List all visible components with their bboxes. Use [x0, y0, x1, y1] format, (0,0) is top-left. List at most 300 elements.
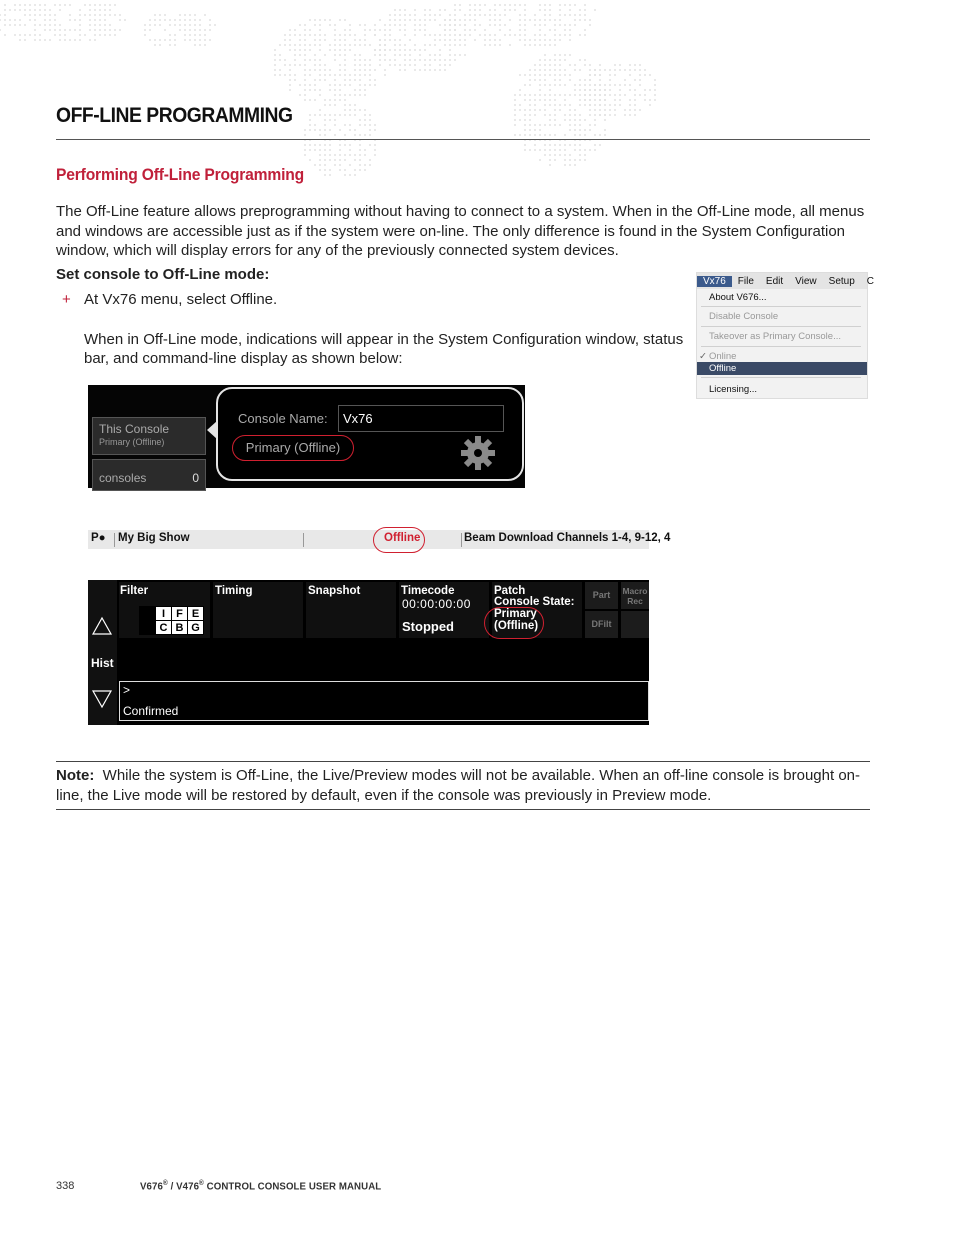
map-dot [614, 109, 616, 111]
map-dot [299, 24, 301, 26]
dfilt-button[interactable]: DFilt [585, 611, 618, 638]
map-dot [359, 79, 361, 81]
map-dot [359, 84, 361, 86]
map-dot [579, 159, 581, 161]
map-dot [99, 34, 101, 36]
map-dot [439, 9, 441, 11]
gear-icon[interactable] [460, 435, 496, 471]
map-dot [9, 19, 11, 21]
map-dot [39, 39, 41, 41]
map-dot [529, 129, 531, 131]
map-dot [529, 119, 531, 121]
map-dot [424, 19, 426, 21]
footer-title: V676® / V476® CONTROL CONSOLE USER MANUAL [140, 1180, 382, 1193]
map-dot [34, 24, 36, 26]
vx76-menu-screenshot [696, 272, 875, 399]
menu-separator [701, 377, 861, 378]
map-dot [554, 144, 556, 146]
map-dot [524, 14, 526, 16]
map-dot [369, 164, 371, 166]
menu-name: Vx76 [102, 291, 137, 308]
map-dot [519, 89, 521, 91]
map-dot [549, 19, 551, 21]
map-dot [364, 109, 366, 111]
divider [303, 533, 304, 547]
filter-cell[interactable]: I [156, 607, 172, 621]
map-dot [424, 49, 426, 51]
map-dot [559, 59, 561, 61]
map-dot [414, 69, 416, 71]
map-dot [519, 4, 521, 6]
map-dot [314, 164, 316, 166]
map-dot [409, 54, 411, 56]
map-dot [359, 54, 361, 56]
map-dot [524, 114, 526, 116]
map-dot [519, 14, 521, 16]
map-dot [549, 29, 551, 31]
map-dot [344, 74, 346, 76]
map-dot [294, 44, 296, 46]
filter-cell[interactable] [140, 621, 156, 635]
map-dot [404, 64, 406, 66]
map-dot [529, 149, 531, 151]
map-dot [404, 49, 406, 51]
map-dot [609, 74, 611, 76]
map-dot [654, 79, 656, 81]
timecode-panel[interactable] [399, 582, 489, 638]
map-dot [89, 24, 91, 26]
map-dot [514, 114, 516, 116]
map-dot [279, 74, 281, 76]
map-dot [344, 69, 346, 71]
map-dot [164, 39, 166, 41]
map-dot [54, 24, 56, 26]
map-dot [319, 154, 321, 156]
hist-label[interactable]: Hist [91, 656, 114, 670]
map-dot [559, 124, 561, 126]
map-dot [324, 129, 326, 131]
map-dot [554, 39, 556, 41]
map-dot [189, 19, 191, 21]
map-dot [119, 14, 121, 16]
map-dot [439, 64, 441, 66]
map-dot [204, 44, 206, 46]
map-dot [109, 14, 111, 16]
map-dot [624, 69, 626, 71]
map-dot [634, 69, 636, 71]
map-dot [434, 14, 436, 16]
map-dot [329, 104, 331, 106]
arrow-up-icon[interactable] [91, 615, 113, 637]
map-dot [589, 84, 591, 86]
map-dot [629, 69, 631, 71]
map-dot [359, 119, 361, 121]
map-dot [519, 94, 521, 96]
map-dot [404, 34, 406, 36]
map-dot [394, 39, 396, 41]
map-dot [74, 39, 76, 41]
map-dot [454, 14, 456, 16]
map-dot [339, 84, 341, 86]
map-dot [364, 114, 366, 116]
map-dot [194, 24, 196, 26]
map-dot [344, 134, 346, 136]
map-dot [294, 79, 296, 81]
map-dot [539, 39, 541, 41]
map-dot [604, 99, 606, 101]
map-dot [334, 99, 336, 101]
map-dot [539, 149, 541, 151]
map-dot [599, 89, 601, 91]
menubar-edit[interactable]: Edit [765, 275, 784, 287]
map-dot [409, 64, 411, 66]
map-dot [349, 124, 351, 126]
map-dot [289, 84, 291, 86]
map-dot [354, 169, 356, 171]
map-dot [469, 9, 471, 11]
map-dot [554, 64, 556, 66]
map-dot [69, 14, 71, 16]
map-dot [34, 14, 36, 16]
map-dot [184, 34, 186, 36]
map-dot [524, 9, 526, 11]
map-dot [294, 54, 296, 56]
map-dot [549, 99, 551, 101]
map-dot [19, 34, 21, 36]
map-dot [499, 24, 501, 26]
map-dot [564, 59, 566, 61]
map-dot [484, 44, 486, 46]
map-dot [359, 94, 361, 96]
map-dot [539, 69, 541, 71]
map-dot [359, 74, 361, 76]
map-dot [459, 19, 461, 21]
map-dot [309, 74, 311, 76]
map-dot [279, 54, 281, 56]
map-dot [529, 69, 531, 71]
map-dot [549, 84, 551, 86]
map-dot [544, 109, 546, 111]
map-dot [319, 24, 321, 26]
menu-item-licensing[interactable]: Licensing... [709, 384, 758, 395]
filter-cell[interactable]: C [156, 621, 172, 635]
map-dot [99, 9, 101, 11]
map-dot [4, 4, 6, 6]
map-dot [604, 129, 606, 131]
map-dot [644, 99, 646, 101]
map-dot [489, 39, 491, 41]
map-dot [529, 84, 531, 86]
map-dot [44, 24, 46, 26]
map-dot [154, 14, 156, 16]
map-dot [429, 54, 431, 56]
map-dot [319, 19, 321, 21]
map-dot [314, 124, 316, 126]
map-dot [39, 9, 41, 11]
console-name-field[interactable]: Vx76 [338, 405, 504, 432]
map-dot [344, 109, 346, 111]
map-dot [394, 54, 396, 56]
map-dot [549, 159, 551, 161]
map-dot [44, 39, 46, 41]
map-dot [339, 39, 341, 41]
map-dot [499, 19, 501, 21]
map-dot [324, 39, 326, 41]
map-dot [389, 19, 391, 21]
map-dot [569, 54, 571, 56]
map-dot [179, 14, 181, 16]
map-dot [499, 14, 501, 16]
map-dot [589, 94, 591, 96]
macro-rec-button[interactable]: Macro Rec [621, 582, 649, 609]
map-dot [634, 104, 636, 106]
map-dot [319, 144, 321, 146]
map-dot [304, 24, 306, 26]
map-dot [364, 44, 366, 46]
map-dot [554, 99, 556, 101]
map-dot [594, 89, 596, 91]
map-dot [474, 19, 476, 21]
map-dot [369, 74, 371, 76]
command-line-box[interactable] [119, 681, 649, 721]
map-dot [454, 54, 456, 56]
map-dot [524, 134, 526, 136]
map-dot [374, 154, 376, 156]
map-dot [334, 164, 336, 166]
consoles-label: consoles [99, 471, 147, 485]
map-dot [524, 19, 526, 21]
map-dot [344, 49, 346, 51]
map-dot [364, 64, 366, 66]
arrow-down-icon[interactable] [91, 688, 113, 710]
map-dot [549, 134, 551, 136]
map-dot [314, 24, 316, 26]
map-dot [284, 64, 286, 66]
map-dot [564, 159, 566, 161]
map-dot [449, 34, 451, 36]
map-dot [39, 34, 41, 36]
map-dot [569, 164, 571, 166]
map-dot [339, 154, 341, 156]
map-dot [24, 24, 26, 26]
map-dot [409, 19, 411, 21]
map-dot [399, 14, 401, 16]
map-dot [304, 34, 306, 36]
map-dot [309, 89, 311, 91]
map-dot [464, 24, 466, 26]
menu-item-name: Offline [229, 291, 274, 308]
filter-cell[interactable]: G [188, 621, 204, 635]
map-dot [294, 29, 296, 31]
map-dot [409, 59, 411, 61]
map-dot [304, 74, 306, 76]
map-dot [319, 79, 321, 81]
menu-item-disable-console[interactable]: Disable Console [709, 311, 779, 322]
map-dot [374, 124, 376, 126]
map-dot [564, 14, 566, 16]
map-dot [444, 24, 446, 26]
map-dot [314, 84, 316, 86]
menubar-vx76[interactable]: Vx76 [697, 276, 732, 287]
map-dot [14, 19, 16, 21]
map-dot [539, 109, 541, 111]
map-dot [189, 14, 191, 16]
map-dot [389, 34, 391, 36]
part-button[interactable]: Part [585, 582, 618, 609]
map-dot [584, 14, 586, 16]
menubar-setup[interactable]: Setup [828, 275, 855, 287]
map-dot [454, 19, 456, 21]
map-dot [9, 24, 11, 26]
map-dot [399, 54, 401, 56]
map-dot [569, 94, 571, 96]
map-dot [299, 54, 301, 56]
console-state-value: Primary (Offline) [494, 608, 539, 632]
map-dot [104, 34, 106, 36]
map-dot [579, 94, 581, 96]
map-dot [29, 14, 31, 16]
map-dot [334, 104, 336, 106]
map-dot [54, 34, 56, 36]
map-dot [559, 19, 561, 21]
map-dot [434, 59, 436, 61]
map-dot [439, 59, 441, 61]
map-dot [494, 19, 496, 21]
map-dot [564, 24, 566, 26]
map-dot [399, 29, 401, 31]
map-dot [594, 144, 596, 146]
map-dot [329, 24, 331, 26]
map-dot [354, 59, 356, 61]
filter-cell[interactable]: B [172, 621, 188, 635]
map-dot [184, 39, 186, 41]
map-dot [94, 34, 96, 36]
map-dot [329, 119, 331, 121]
map-dot [424, 14, 426, 16]
map-dot [539, 29, 541, 31]
map-dot [344, 29, 346, 31]
map-dot [534, 24, 536, 26]
filter-cell[interactable]: F [172, 607, 188, 621]
map-dot [579, 34, 581, 36]
filter-panel[interactable] [119, 582, 210, 638]
map-dot [404, 19, 406, 21]
check-icon: ✓ [699, 351, 707, 362]
map-dot [644, 94, 646, 96]
menubar-more[interactable]: C [866, 275, 875, 287]
map-dot [564, 104, 566, 106]
map-dot [614, 99, 616, 101]
map-dot [574, 14, 576, 16]
menu-item-about[interactable]: About V676... [709, 292, 767, 303]
map-dot [354, 94, 356, 96]
map-dot [329, 144, 331, 146]
map-dot [589, 149, 591, 151]
map-dot [344, 159, 346, 161]
map-dot [414, 49, 416, 51]
filter-cell[interactable] [140, 607, 156, 621]
map-dot [364, 39, 366, 41]
map-dot [79, 19, 81, 21]
map-dot [314, 149, 316, 151]
map-dot [309, 99, 311, 101]
map-dot [304, 49, 306, 51]
menu-item-offline[interactable]: Offline [709, 363, 737, 374]
map-dot [339, 69, 341, 71]
menu-item-takeover[interactable]: Takeover as Primary Console... [709, 331, 841, 342]
map-dot [29, 4, 31, 6]
map-dot [544, 144, 546, 146]
map-dot [374, 49, 376, 51]
map-dot [184, 29, 186, 31]
map-dot [199, 29, 201, 31]
command-status: Confirmed [123, 704, 179, 718]
map-dot [599, 84, 601, 86]
map-dot [339, 114, 341, 116]
map-dot [629, 109, 631, 111]
map-dot [319, 34, 321, 36]
patch-header: Patch [494, 585, 526, 597]
map-dot [354, 109, 356, 111]
map-dot [184, 19, 186, 21]
menu-item-online[interactable]: Online [709, 351, 737, 362]
consoles-tile[interactable] [92, 459, 206, 491]
filter-cell[interactable]: E [188, 607, 204, 621]
map-dot [599, 114, 601, 116]
map-dot [364, 74, 366, 76]
snapshot-panel[interactable] [306, 582, 396, 638]
map-dot [399, 69, 401, 71]
map-dot [409, 39, 411, 41]
map-dot [484, 39, 486, 41]
map-dot [414, 9, 416, 11]
map-dot [349, 174, 351, 176]
map-dot [194, 14, 196, 16]
map-dot [294, 64, 296, 66]
map-dot [364, 119, 366, 121]
map-dot [419, 59, 421, 61]
map-dot [309, 144, 311, 146]
map-dot [49, 14, 51, 16]
map-dot [369, 59, 371, 61]
map-dot [319, 164, 321, 166]
map-dot [64, 39, 66, 41]
map-dot [634, 79, 636, 81]
map-dot [374, 129, 376, 131]
map-dot [539, 19, 541, 21]
map-dot [199, 34, 201, 36]
map-dot [339, 49, 341, 51]
map-dot [559, 79, 561, 81]
this-console-tile[interactable] [92, 417, 206, 455]
map-dot [589, 129, 591, 131]
map-dot [584, 84, 586, 86]
patch-panel[interactable] [492, 582, 582, 638]
map-dot [349, 114, 351, 116]
timing-panel[interactable] [213, 582, 303, 638]
map-dot [584, 99, 586, 101]
map-dot [284, 59, 286, 61]
map-dot [569, 24, 571, 26]
map-dot [519, 24, 521, 26]
menubar-file[interactable]: File [737, 275, 754, 287]
map-dot [654, 99, 656, 101]
map-dot [589, 109, 591, 111]
map-dot [384, 34, 386, 36]
map-dot [594, 94, 596, 96]
menubar-view[interactable]: View [795, 275, 817, 287]
map-dot [604, 119, 606, 121]
